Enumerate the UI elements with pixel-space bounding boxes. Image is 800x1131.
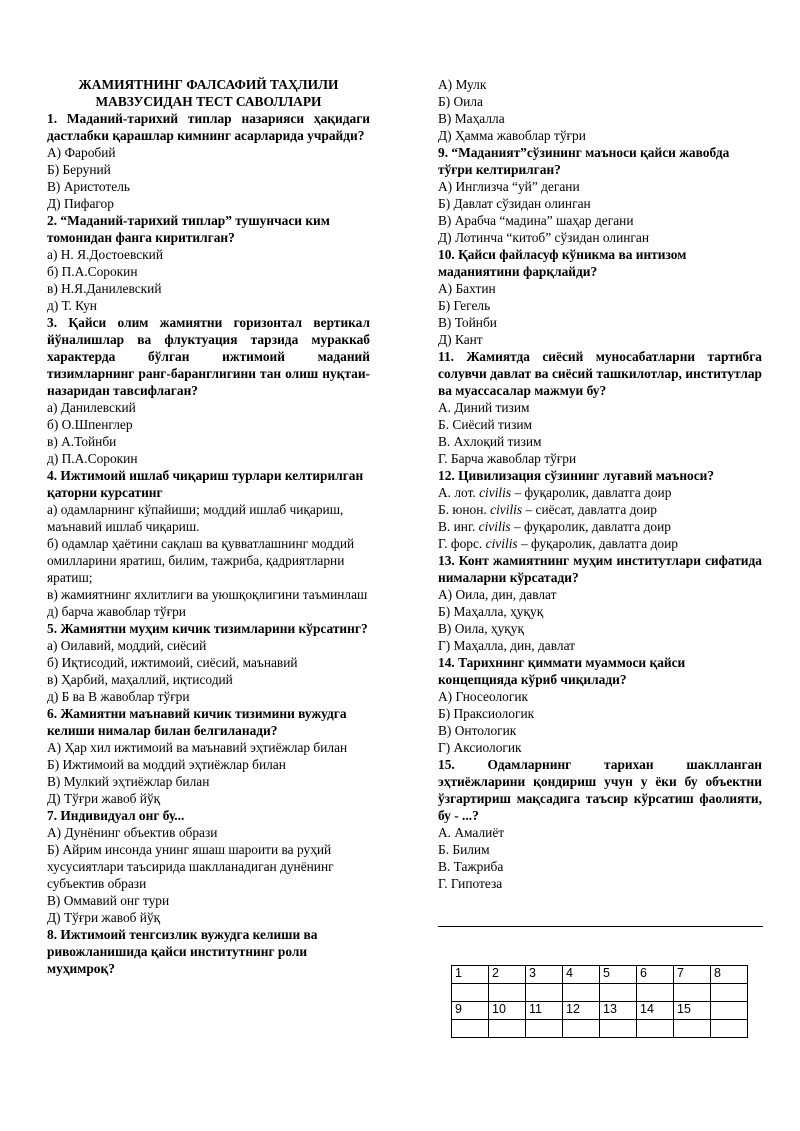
answer-cell[interactable] xyxy=(489,984,526,1002)
answer-option: в) Ҳарбий, маҳаллий, иқтисодий xyxy=(47,672,233,687)
answer-cell[interactable] xyxy=(563,1020,600,1038)
answer-option: в) жамиятнинг яхлитлиги ва уюшқоқлигини таъминлаш xyxy=(47,587,368,602)
answer-cell[interactable] xyxy=(526,1020,563,1038)
answer-cell[interactable] xyxy=(526,984,563,1002)
answer-cell[interactable] xyxy=(452,984,489,1002)
grid-cell: 3 xyxy=(526,966,563,984)
answer-option: в) А.Тойнби xyxy=(47,434,117,449)
answer-cell[interactable] xyxy=(711,984,748,1002)
grid-row-numbers-2 xyxy=(452,1002,748,1020)
answer-option: А) Дунёнинг объектив образи xyxy=(47,825,218,840)
answer-option: Б) Беруний xyxy=(47,162,111,177)
question-text: 10. Қайси файласуф кўникма ва интизом маданиятини фарқлайди? xyxy=(438,247,687,279)
question-8 xyxy=(47,926,370,977)
grid-cell: 13 xyxy=(600,1002,637,1020)
grid-cell: 8 xyxy=(711,966,748,984)
grid-cell: 5 xyxy=(600,966,637,984)
answer-option: Г. Гипотеза xyxy=(438,876,503,891)
answer-option: в) Н.Я.Данилевский xyxy=(47,281,162,296)
answer-option: В) Аристотель xyxy=(47,179,130,194)
question-1 xyxy=(47,110,370,212)
answer-cell[interactable] xyxy=(489,1020,526,1038)
answer-option: А. Диний тизим xyxy=(438,400,530,415)
grid-cell xyxy=(711,1002,748,1020)
grid-cell: 4 xyxy=(563,966,600,984)
answer-option: Б. юнон. civilis – сиёсат, давлатга доир xyxy=(438,502,657,517)
question-5 xyxy=(47,620,370,705)
answer-option: В) Тойнби xyxy=(438,315,497,330)
answer-cell[interactable] xyxy=(711,1020,748,1038)
answer-cell[interactable] xyxy=(637,984,674,1002)
answer-option: Б. Билим xyxy=(438,842,490,857)
question-text: 2. “Маданий-тарихий типлар” тушунчаси ким томонидан фанга киритилган? xyxy=(47,213,330,245)
answer-option: Б) Айрим инсонда унинг яшаш шароити ва руҳий хусусиятлари таъсирида шаклланадиган дунёнинг субъектив образи xyxy=(47,842,334,891)
question-text: 14. Тарихнинг қиммати муаммоси қайси концепцияда кўриб чиқилади? xyxy=(438,655,686,687)
grid-cell: 12 xyxy=(563,1002,600,1020)
answer-option: А) Фаробий xyxy=(47,145,116,160)
answer-option: А. лот. civilis – фуқаролик, давлатга доир xyxy=(438,485,672,500)
question-text: 1. Маданий-тарихий типлар назарияси ҳақидаги дастлабки қарашлар кимнинг асарларида учрайди? xyxy=(47,111,370,143)
answer-cell[interactable] xyxy=(637,1020,674,1038)
answer-option: Д) Тўғри жавоб йўқ xyxy=(47,791,161,806)
answer-option: В) Мулкий эҳтиёжлар билан xyxy=(47,774,210,789)
answer-option: а) одамларнинг кўпайиши; моддий ишлаб чиқариш, маънавий ишлаб чиқариш. xyxy=(47,502,344,534)
answer-option: Г) Аксиологик xyxy=(438,740,522,755)
answer-option: А) Мулк xyxy=(438,77,487,92)
grid-row-numbers-1 xyxy=(452,966,748,984)
answer-cell[interactable] xyxy=(600,1020,637,1038)
answer-option: а) Оилавий, моддий, сиёсий xyxy=(47,638,207,653)
answer-option: Б) Ижтимоий ва моддий эҳтиёжлар билан xyxy=(47,757,286,772)
grid-cell: 1 xyxy=(452,966,489,984)
answer-cell[interactable] xyxy=(674,984,711,1002)
answer-cell[interactable] xyxy=(563,984,600,1002)
answer-option: б) одамлар ҳаётини сақлаш ва қувватлашнинг моддий омилларини яратиш, билим, тажриба, қадриятларни яратиш; xyxy=(47,536,355,585)
answer-option: Б. Сиёсий тизим xyxy=(438,417,532,432)
answer-option: Б) Гегель xyxy=(438,298,491,313)
question-14 xyxy=(438,654,762,756)
question-8-options xyxy=(438,76,762,144)
answer-option: А) Оила, дин, давлат xyxy=(438,587,557,602)
answer-option: А) Бахтин xyxy=(438,281,496,296)
document-title-line-1: ЖАМИЯТНИНГ ФАЛСАФИЙ ТАҲЛИЛИ xyxy=(78,77,339,92)
answer-option: б) П.А.Сорокин xyxy=(47,264,138,279)
question-10 xyxy=(438,246,762,348)
left-column xyxy=(47,76,370,977)
horizontal-divider xyxy=(438,926,763,927)
answer-option: б) О.Шпенглер xyxy=(47,417,133,432)
grid-cell: 15 xyxy=(674,1002,711,1020)
question-7 xyxy=(47,807,370,926)
question-text: 3. Қайси олим жамиятни горизонтал вертикал йўналишлар ва флуктуация тарзида мураккаб характерда бўлган ижтимоий маданий тизимларнинг ранг-баранглигини тан олиш нуқтаи-назаридан тавсифлаган? xyxy=(47,315,370,398)
grid-cell: 2 xyxy=(489,966,526,984)
question-4 xyxy=(47,467,370,620)
question-text: 9. “Маданият”сўзининг маъноси қайси жавобда тўғри келтирилган? xyxy=(438,145,730,177)
answer-option: А) Гносеологик xyxy=(438,689,529,704)
grid-cell: 10 xyxy=(489,1002,526,1020)
question-text: 5. Жамиятни муҳим кичик тизимларини кўрсатинг? xyxy=(47,621,368,636)
question-13 xyxy=(438,552,762,654)
grid-row-answers-1 xyxy=(452,984,748,1002)
question-text: 7. Индивидуал онг бу... xyxy=(47,808,185,823)
answer-cell[interactable] xyxy=(674,1020,711,1038)
answer-option: Б) Праксиологик xyxy=(438,706,535,721)
right-column xyxy=(438,76,762,892)
question-text: 13. Конт жамиятнинг муҳим институтлари сифатида нималарни кўрсатади? xyxy=(438,553,762,585)
answer-option: Д) Кант xyxy=(438,332,483,347)
question-text: 15. Одамларнинг тарихан шаклланган эҳтиёжларини қондириш учун у ёки бу объектни ўзгартириш мақсадига таъсир кўрсатиш фаолияти, бу - ...? xyxy=(438,757,762,823)
answer-option: д) П.А.Сорокин xyxy=(47,451,138,466)
grid-cell: 9 xyxy=(452,1002,489,1020)
answer-option: Д) Ҳамма жавоблар тўғри xyxy=(438,128,586,143)
answer-option: Д) Тўғри жавоб йўқ xyxy=(47,910,161,925)
answer-option: В) Арабча “мадина” шаҳар дегани xyxy=(438,213,634,228)
answer-option: д) Т. Кун xyxy=(47,298,97,313)
question-text: 4. Ижтимоий ишлаб чиқариш турлари келтирилган қаторни курсатинг xyxy=(47,468,364,500)
answer-option: д) барча жавоблар тўғри xyxy=(47,604,186,619)
answer-option: В) Оила, ҳуқуқ xyxy=(438,621,524,636)
answer-option: В) Оммавий онг тури xyxy=(47,893,170,908)
grid-cell: 7 xyxy=(674,966,711,984)
answer-option: Г. Барча жавоблар тўғри xyxy=(438,451,577,466)
answer-option: Г) Маҳалла, дин, давлат xyxy=(438,638,576,653)
answer-option: Д) Пифагор xyxy=(47,196,114,211)
answer-option: В. инг. civilis – фуқаролик, давлатга доир xyxy=(438,519,671,534)
answer-option: А. Амалиёт xyxy=(438,825,505,840)
question-text: 6. Жамиятни маънавий кичик тизимини вужудга келиши нималар билан белгиланади? xyxy=(47,706,347,738)
answer-option: В. Ахлоқий тизим xyxy=(438,434,542,449)
answer-option: Г. форс. civilis – фуқаролик, давлатга доир xyxy=(438,536,678,551)
question-9 xyxy=(438,144,762,246)
answer-option: Б) Оила xyxy=(438,94,483,109)
grid-cell: 11 xyxy=(526,1002,563,1020)
grid-cell: 6 xyxy=(637,966,674,984)
answer-option: а) Н. Я.Достоевский xyxy=(47,247,164,262)
answer-option: б) Иқтисодий, ижтимоий, сиёсий, маънавий xyxy=(47,655,298,670)
answer-cell[interactable] xyxy=(452,1020,489,1038)
answer-grid xyxy=(451,965,748,1038)
document-title-line-2: МАВЗУСИДАН ТЕСТ САВОЛЛАРИ xyxy=(95,94,322,109)
answer-option: Б) Маҳалла, ҳуқуқ xyxy=(438,604,544,619)
answer-option: В. Тажриба xyxy=(438,859,504,874)
question-6 xyxy=(47,705,370,807)
question-text: 11. Жамиятда сиёсий муносабатларни тартибга солувчи давлат ва сиёсий ташкилотлар, институтлар ва муассасалар мажмуи бу? xyxy=(438,349,762,398)
answer-option: Б) Давлат сўзидан олинган xyxy=(438,196,591,211)
question-12 xyxy=(438,467,762,552)
answer-option: А) Ҳар хил ижтимоий ва маънавий эҳтиёжлар билан xyxy=(47,740,348,755)
question-15 xyxy=(438,756,762,892)
answer-option: В) Онтологик xyxy=(438,723,517,738)
question-text: 8. Ижтимоий тенгсизлик вужудга келиши ва ривожланишида қайси институтнинг роли муҳимроқ? xyxy=(47,927,318,976)
answer-option: А) Инглизча “уй” дегани xyxy=(438,179,580,194)
question-text: 12. Цивилизация сўзининг луғавий маъноси? xyxy=(438,468,715,483)
answer-cell[interactable] xyxy=(600,984,637,1002)
answer-option: В) Маҳалла xyxy=(438,111,505,126)
grid-row-answers-2 xyxy=(452,1020,748,1038)
answer-option: д) Б ва В жавоблар тўғри xyxy=(47,689,190,704)
answer-option: а) Данилевский xyxy=(47,400,136,415)
question-2 xyxy=(47,212,370,314)
grid-cell: 14 xyxy=(637,1002,674,1020)
answer-option: Д) Лотинча “китоб” сўзидан олинган xyxy=(438,230,650,245)
question-3 xyxy=(47,314,370,467)
question-11 xyxy=(438,348,762,467)
